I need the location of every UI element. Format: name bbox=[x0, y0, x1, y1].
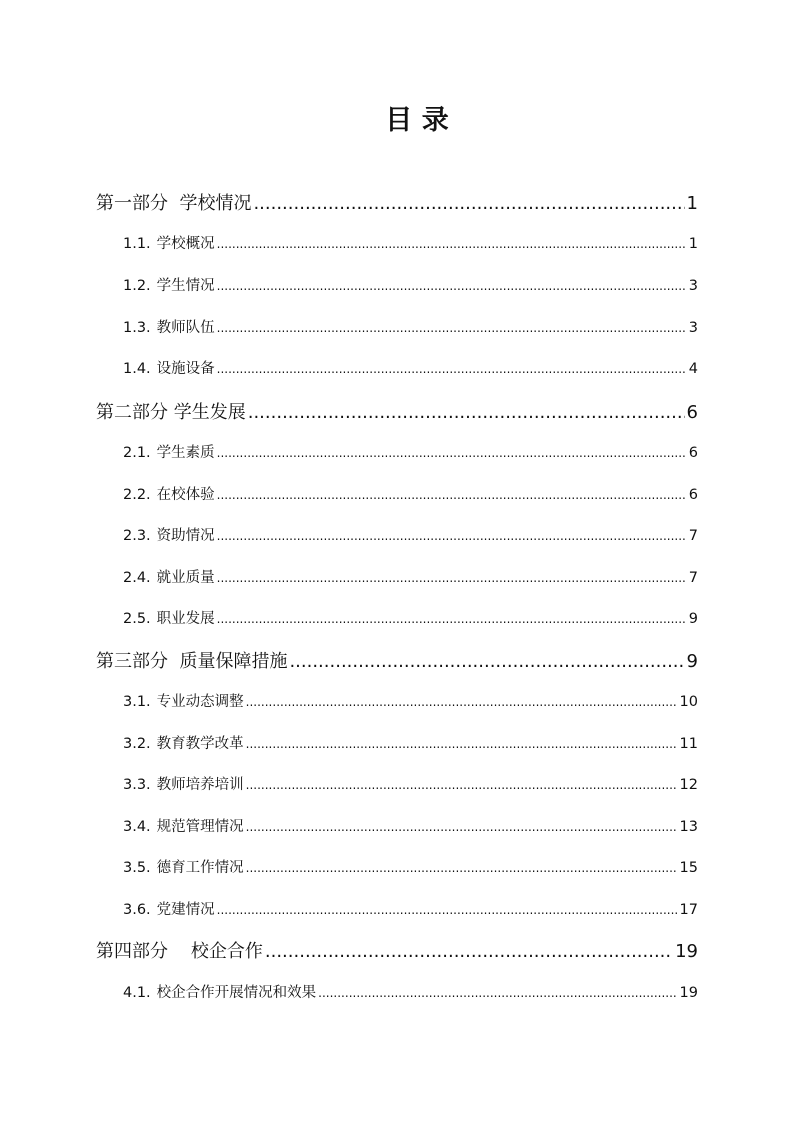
toc-entry-text: 就业质量 bbox=[156, 570, 215, 586]
toc-entry-part-4[interactable] bbox=[96, 937, 698, 961]
toc-entry-page: 19 bbox=[675, 941, 698, 962]
toc-entry-page: 15 bbox=[679, 860, 698, 876]
toc-dot-leader bbox=[217, 362, 687, 376]
toc-entry-1-2[interactable] bbox=[123, 274, 698, 294]
toc-entry-page: 1 bbox=[686, 193, 698, 214]
toc-entry-text: 德育工作情况 bbox=[156, 860, 244, 876]
toc-entry-text: 第四部分 校企合作 bbox=[96, 941, 263, 962]
toc-entry-3-5[interactable] bbox=[123, 856, 698, 876]
toc-entry-page: 13 bbox=[679, 819, 698, 835]
toc-entry-2-1[interactable] bbox=[123, 441, 698, 461]
toc-dot-leader bbox=[246, 820, 678, 834]
toc-entry-text: 第一部分 学校情况 bbox=[96, 193, 252, 214]
toc-title: 目 录 bbox=[385, 105, 449, 136]
toc-entry-page: 6 bbox=[688, 487, 698, 503]
toc-entry-text: 专业动态调整 bbox=[156, 694, 244, 710]
toc-dot-leader bbox=[248, 402, 685, 423]
toc-entry-page: 17 bbox=[679, 902, 698, 918]
toc-entry-text: 资助情况 bbox=[156, 528, 215, 544]
toc-entry-text: 党建情况 bbox=[156, 902, 215, 918]
toc-entry-text: 第二部分 学生发展 bbox=[96, 402, 246, 423]
toc-entry-number: 2.4. bbox=[123, 570, 151, 586]
toc-entry-number: 3.5. bbox=[123, 860, 151, 876]
toc-entry-text: 职业发展 bbox=[156, 611, 215, 627]
toc-dot-leader bbox=[246, 861, 678, 875]
toc-entry-number: 2.1. bbox=[123, 445, 151, 461]
toc-entry-text: 校企合作开展情况和效果 bbox=[156, 985, 317, 1001]
toc-entry-1-1[interactable] bbox=[123, 232, 698, 252]
toc-dot-leader bbox=[217, 321, 687, 335]
toc-entry-text: 教师队伍 bbox=[156, 320, 215, 336]
toc-entry-number: 3.2. bbox=[123, 736, 151, 752]
toc-entry-number: 2.3. bbox=[123, 528, 151, 544]
toc-entry-number: 3.1. bbox=[123, 694, 151, 710]
toc-dot-leader bbox=[217, 571, 687, 585]
toc-entry-number: 1.1. bbox=[123, 236, 151, 252]
toc-entry-text: 学生素质 bbox=[156, 445, 215, 461]
toc-entry-number: 3.4. bbox=[123, 819, 151, 835]
toc-entry-page: 11 bbox=[679, 736, 698, 752]
toc-dot-leader bbox=[318, 986, 677, 1000]
toc-entry-page: 12 bbox=[679, 777, 698, 793]
toc-entry-2-5[interactable] bbox=[123, 607, 698, 627]
toc-entry-text: 规范管理情况 bbox=[156, 819, 244, 835]
toc-entry-2-4[interactable] bbox=[123, 566, 698, 586]
toc-entry-1-3[interactable] bbox=[123, 316, 698, 336]
toc-entry-number: 3.6. bbox=[123, 902, 151, 918]
toc-entry-page: 4 bbox=[688, 361, 698, 377]
toc-dot-leader bbox=[217, 488, 687, 502]
toc-entry-page: 9 bbox=[686, 651, 698, 672]
toc-entry-page: 1 bbox=[688, 236, 698, 252]
toc-entry-text: 学校概况 bbox=[156, 236, 215, 252]
toc-entry-text: 教师培养培训 bbox=[156, 777, 244, 793]
toc-entry-text: 第三部分 质量保障措施 bbox=[96, 651, 288, 672]
toc-entry-number: 1.2. bbox=[123, 278, 151, 294]
toc-entry-number: 2.2. bbox=[123, 487, 151, 503]
toc-entry-page: 7 bbox=[688, 528, 698, 544]
toc-entry-3-4[interactable] bbox=[123, 815, 698, 835]
toc-dot-leader bbox=[217, 237, 687, 251]
toc-entry-page: 6 bbox=[688, 445, 698, 461]
toc-entry-page: 3 bbox=[688, 320, 698, 336]
toc-dot-leader bbox=[265, 941, 673, 962]
toc-entry-page: 6 bbox=[686, 402, 698, 423]
toc-entry-3-3[interactable] bbox=[123, 773, 698, 793]
toc-entry-part-1[interactable] bbox=[96, 189, 698, 213]
toc-entry-3-1[interactable] bbox=[123, 690, 698, 710]
toc-dot-leader bbox=[253, 193, 684, 214]
toc-entry-number: 1.3. bbox=[123, 320, 151, 336]
toc-entry-number: 2.5. bbox=[123, 611, 151, 627]
toc-entry-2-2[interactable] bbox=[123, 483, 698, 503]
toc-entry-page: 9 bbox=[688, 611, 698, 627]
toc-dot-leader bbox=[246, 778, 678, 792]
toc-dot-leader bbox=[217, 279, 687, 293]
toc-dot-leader bbox=[217, 529, 687, 543]
toc-entry-1-4[interactable] bbox=[123, 357, 698, 377]
toc-entry-3-2[interactable] bbox=[123, 732, 698, 752]
toc-entry-text: 教育教学改革 bbox=[156, 736, 244, 752]
toc-dot-leader bbox=[217, 612, 687, 626]
toc-dot-leader bbox=[246, 737, 678, 751]
toc-dot-leader bbox=[217, 903, 678, 917]
toc-dot-leader bbox=[246, 695, 678, 709]
toc-entry-3-6[interactable] bbox=[123, 898, 698, 918]
toc-dot-leader bbox=[217, 446, 687, 460]
toc-entry-text: 设施设备 bbox=[156, 361, 215, 377]
toc-entry-4-1[interactable] bbox=[123, 981, 698, 1001]
toc-entry-number: 3.3. bbox=[123, 777, 151, 793]
toc-entry-2-3[interactable] bbox=[123, 524, 698, 544]
toc-entry-text: 学生情况 bbox=[156, 278, 215, 294]
toc-entry-page: 10 bbox=[679, 694, 698, 710]
toc-entry-part-3[interactable] bbox=[96, 647, 698, 671]
toc-entry-number: 1.4. bbox=[123, 361, 151, 377]
toc-entry-page: 7 bbox=[688, 570, 698, 586]
toc-entry-page: 19 bbox=[679, 985, 698, 1001]
toc-entry-text: 在校体验 bbox=[156, 487, 215, 503]
toc-entry-part-2[interactable] bbox=[96, 398, 698, 422]
toc-entry-page: 3 bbox=[688, 278, 698, 294]
toc-entry-number: 4.1. bbox=[123, 985, 151, 1001]
toc-dot-leader bbox=[289, 651, 684, 672]
